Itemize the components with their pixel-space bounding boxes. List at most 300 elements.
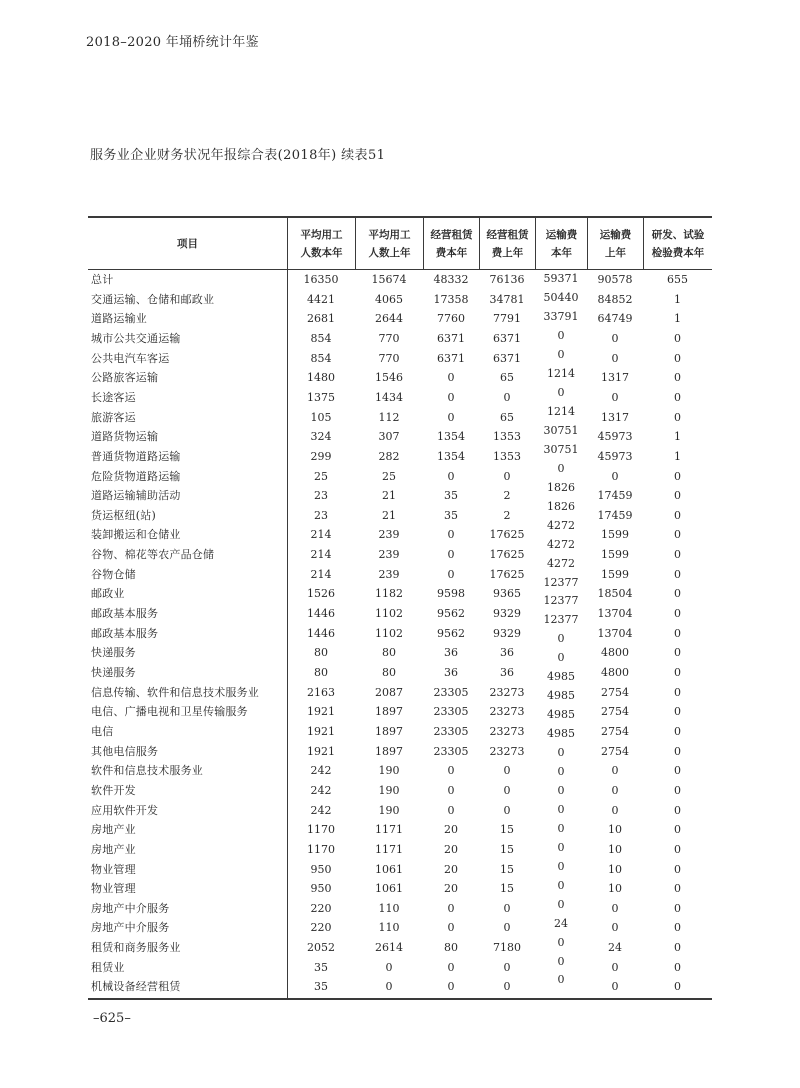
cell-avg-emp-prev: 2644 [375,312,403,326]
cell-avg-emp-prev: 1171 [375,842,403,856]
table-row [88,329,712,349]
cell-rnd-current: 0 [674,528,681,542]
cell-avg-emp-current: 1446 [307,626,335,640]
cell-transport-prev: 0 [611,331,619,345]
table-row [88,290,712,310]
cell-rnd-current: 0 [674,685,681,699]
cell-avg-emp-current: 1170 [307,823,335,837]
cell-transport-prev: 10 [608,882,622,896]
cell-op-lease-prev: 9329 [493,607,521,621]
cell-avg-emp-current: 35 [314,980,328,994]
cell-transport-prev: 17459 [597,489,633,503]
cell-transport-current: 1826 [547,480,575,494]
cell-rnd-current: 0 [674,646,681,660]
cell-avg-emp-current: 299 [310,449,332,463]
cell-avg-emp-prev: 307 [378,430,400,444]
cell-transport-prev: 1599 [601,548,629,562]
row-label: 长途客运 [91,390,136,404]
column-header-line: 费本年 [435,246,468,259]
cell-transport-current: 0 [557,878,565,892]
cell-avg-emp-prev: 1061 [375,862,403,876]
cell-transport-current: 0 [557,821,565,835]
cell-op-lease-prev: 36 [500,666,514,679]
cell-rnd-current: 0 [674,410,681,424]
table-row [88,447,712,467]
row-label: 总计 [91,273,114,286]
table-row [88,663,712,683]
cell-avg-emp-prev: 0 [385,960,393,974]
cell-op-lease-prev: 76136 [489,273,525,286]
cell-avg-emp-prev: 190 [378,803,400,817]
cell-op-lease-current: 7760 [437,312,465,326]
cell-op-lease-prev: 17625 [489,528,525,542]
cell-rnd-current: 0 [674,960,681,974]
table-row [88,545,712,565]
row-label: 装卸搬运和仓储业 [91,528,181,542]
column-header-line: 运输费 [599,228,632,241]
cell-op-lease-prev: 23273 [489,685,525,699]
cell-avg-emp-current: 1921 [307,744,335,758]
table-row [88,702,712,722]
cell-avg-emp-current: 23 [314,508,328,522]
column-header-line: 平均用工 [368,228,411,241]
cell-transport-current: 0 [557,859,565,873]
table-row [88,427,712,447]
cell-op-lease-prev: 15 [500,862,514,876]
cell-op-lease-current: 6371 [437,331,465,345]
column-header-avg-emp-prev [355,218,423,269]
row-label: 房地产中介服务 [91,921,170,935]
cell-rnd-current: 0 [674,351,681,365]
cell-rnd-current: 0 [674,567,681,581]
cell-avg-emp-current: 25 [314,469,328,483]
cell-avg-emp-prev: 4065 [375,292,403,306]
column-header-line: 经营租赁 [486,228,529,241]
cell-op-lease-prev: 17625 [489,548,525,562]
table-row [88,388,712,408]
cell-avg-emp-current: 2163 [307,685,335,699]
cell-transport-prev: 4800 [601,646,629,660]
cell-transport-prev: 64749 [597,312,633,326]
cell-op-lease-current: 80 [444,941,458,955]
cell-op-lease-current: 9562 [437,607,465,621]
cell-transport-prev: 0 [611,764,619,778]
cell-op-lease-current: 23305 [433,705,469,719]
cell-op-lease-prev: 0 [503,764,511,778]
cell-op-lease-prev: 1353 [493,430,521,444]
cell-op-lease-current: 9562 [437,626,465,640]
cell-avg-emp-current: 2052 [307,941,335,955]
cell-rnd-current: 0 [674,390,681,404]
cell-transport-prev: 0 [611,351,619,365]
cell-transport-prev: 1599 [601,528,629,542]
cell-avg-emp-prev: 110 [378,921,400,935]
cell-avg-emp-prev: 21 [382,489,396,503]
cell-rnd-current: 1 [674,292,681,306]
cell-transport-prev: 1317 [601,371,629,385]
cell-transport-prev: 1599 [601,567,629,581]
cell-avg-emp-prev: 282 [378,449,400,463]
cell-rnd-current: 0 [674,783,681,797]
cell-rnd-current: 0 [674,921,681,935]
cell-op-lease-prev: 0 [503,783,511,797]
cell-op-lease-prev: 0 [503,921,511,935]
cell-rnd-current: 0 [674,705,681,719]
cell-transport-prev: 0 [611,390,619,404]
cell-transport-prev: 0 [611,803,619,817]
cell-op-lease-current: 0 [447,410,455,424]
cell-op-lease-prev: 65 [500,410,514,424]
row-label: 信息传输、软件和信息技术服务业 [91,685,259,699]
cell-op-lease-prev: 2 [503,508,511,522]
cell-transport-current: 0 [557,746,565,760]
cell-transport-prev: 18504 [597,587,633,601]
data-table [88,216,712,1000]
cell-op-lease-current: 0 [447,901,455,915]
cell-avg-emp-prev: 190 [378,783,400,797]
row-label: 电信 [91,724,114,738]
column-header-line: 研发、试验 [651,228,705,241]
cell-avg-emp-current: 950 [310,862,332,876]
table-row [88,840,712,860]
cell-transport-current: 1214 [547,404,575,418]
cell-op-lease-prev: 15 [500,823,514,837]
cell-rnd-current: 0 [674,371,681,385]
cell-transport-current: 0 [557,329,565,343]
cell-avg-emp-prev: 239 [378,528,400,542]
cell-avg-emp-prev: 1182 [375,587,403,601]
cell-transport-current: 30751 [543,442,579,456]
cell-op-lease-prev: 23273 [489,744,525,758]
cell-avg-emp-prev: 0 [385,980,393,994]
cell-rnd-current: 0 [674,901,681,915]
cell-op-lease-current: 23305 [433,724,469,738]
cell-avg-emp-prev: 1546 [375,371,403,385]
cell-op-lease-prev: 9365 [493,587,521,601]
table-row [88,977,712,997]
cell-avg-emp-prev: 770 [378,331,400,345]
cell-transport-prev: 17459 [597,508,633,522]
cell-avg-emp-current: 1921 [307,705,335,719]
cell-op-lease-prev: 15 [500,882,514,896]
row-label: 快递服务 [91,646,136,660]
cell-op-lease-current: 20 [444,882,458,896]
cell-rnd-current: 0 [674,548,681,562]
cell-transport-prev: 45973 [597,430,633,444]
cell-op-lease-prev: 23273 [489,724,525,738]
table-row [88,525,712,545]
cell-op-lease-current: 0 [447,528,455,542]
table-row [88,309,712,329]
table-title: 服务业企业财务状况年报综合表(2018年) 续表51 [90,148,386,163]
cell-avg-emp-prev: 1102 [375,626,403,640]
cell-op-lease-prev: 7180 [493,941,521,955]
table-row [88,486,712,506]
row-label: 房地产业 [91,823,136,837]
cell-avg-emp-current: 214 [310,528,332,542]
cell-transport-prev: 0 [611,921,619,935]
cell-rnd-current: 0 [674,607,681,621]
cell-rnd-current: 0 [674,724,681,738]
row-label: 房地产业 [91,842,136,856]
table-row [88,781,712,801]
column-header-line: 本年 [551,246,572,259]
column-header-transport-current [535,218,587,269]
row-label: 普通货物道路运输 [91,449,181,463]
cell-op-lease-current: 35 [444,489,458,503]
cell-avg-emp-current: 4421 [307,292,335,306]
cell-op-lease-current: 0 [447,960,455,974]
cell-avg-emp-current: 105 [310,410,332,424]
cell-transport-prev: 0 [611,980,619,994]
cell-op-lease-prev: 6371 [493,331,521,345]
cell-op-lease-current: 20 [444,862,458,876]
cell-op-lease-current: 36 [444,646,458,660]
row-label: 交通运输、仓储和邮政业 [91,292,215,306]
row-label: 谷物、棉花等农产品仓储 [91,548,215,562]
page-number: –625– [93,1011,131,1026]
table-row [88,467,712,487]
table-row [88,584,712,604]
column-header-op-lease-prev [479,218,535,269]
cell-avg-emp-current: 1526 [307,587,335,601]
cell-op-lease-prev: 6371 [493,351,521,365]
cell-transport-current: 0 [557,840,565,854]
column-header-rnd-current [643,218,712,269]
cell-op-lease-prev: 23273 [489,705,525,719]
table-row [88,683,712,703]
cell-avg-emp-current: 1375 [307,390,335,404]
cell-op-lease-prev: 0 [503,901,511,915]
table-row [88,643,712,663]
cell-transport-prev: 2754 [601,705,629,719]
column-header-line: 人数上年 [368,246,411,259]
cell-rnd-current: 1 [674,430,681,444]
row-label: 城市公共交通运输 [91,331,181,345]
cell-avg-emp-prev: 1897 [375,705,403,719]
cell-op-lease-current: 17358 [433,292,469,306]
row-label: 物业管理 [91,862,136,876]
row-label: 机械设备经营租赁 [91,980,181,994]
cell-avg-emp-prev: 770 [378,351,400,365]
column-header-line: 上年 [605,246,626,259]
row-label: 租赁和商务服务业 [91,941,181,955]
cell-op-lease-prev: 0 [503,803,511,817]
cell-transport-prev: 0 [611,901,619,915]
cell-transport-current: 0 [557,935,565,949]
cell-avg-emp-current: 242 [310,764,332,778]
cell-avg-emp-prev: 1897 [375,744,403,758]
cell-avg-emp-current: 220 [310,921,332,935]
cell-op-lease-current: 0 [447,548,455,562]
cell-transport-current: 12377 [543,575,579,589]
table-row [88,270,712,290]
cell-op-lease-current: 35 [444,508,458,522]
cell-rnd-current: 0 [674,980,681,994]
cell-transport-prev: 0 [611,960,619,974]
cell-avg-emp-current: 950 [310,882,332,896]
cell-op-lease-current: 0 [447,980,455,994]
cell-transport-prev: 45973 [597,449,633,463]
cell-avg-emp-current: 1170 [307,842,335,856]
cell-rnd-current: 0 [674,842,681,856]
row-label: 电信、广播电视和卫星传输服务 [91,705,248,719]
cell-avg-emp-prev: 1102 [375,607,403,621]
cell-op-lease-prev: 0 [503,469,511,483]
cell-transport-current: 0 [557,765,565,778]
row-label: 租赁业 [91,960,125,974]
cell-transport-prev: 1317 [601,410,629,424]
column-header-line: 平均用工 [300,228,343,241]
cell-avg-emp-current: 220 [310,901,332,915]
cell-avg-emp-prev: 80 [382,666,396,679]
column-header-line: 检验费本年 [651,246,705,259]
cell-transport-prev: 13704 [597,607,633,621]
cell-rnd-current: 0 [674,941,681,955]
cell-transport-current: 4985 [547,727,575,741]
column-header-item [88,218,287,269]
cell-transport-current: 33791 [543,310,579,324]
cell-avg-emp-prev: 1171 [375,823,403,837]
table-row [88,918,712,938]
cell-avg-emp-current: 1480 [307,371,335,385]
cell-op-lease-current: 1354 [437,449,465,463]
cell-rnd-current: 0 [674,823,681,837]
cell-avg-emp-prev: 110 [378,901,400,915]
cell-avg-emp-current: 16350 [303,273,339,286]
row-label: 其他电信服务 [91,744,159,758]
cell-avg-emp-current: 80 [314,666,328,679]
cell-avg-emp-current: 214 [310,548,332,562]
cell-rnd-current: 0 [674,469,681,483]
cell-transport-prev: 90578 [597,273,633,286]
table-row [88,349,712,369]
cell-transport-current: 0 [557,802,565,816]
cell-op-lease-prev: 36 [500,646,514,660]
row-label: 旅游客运 [91,410,136,424]
table-row [88,506,712,526]
cell-op-lease-current: 36 [444,666,458,679]
cell-transport-prev: 4800 [601,666,629,679]
cell-transport-prev: 2754 [601,744,629,758]
row-label: 公路旅客运输 [91,371,159,385]
cell-transport-prev: 10 [608,823,622,837]
cell-op-lease-current: 23305 [433,685,469,699]
cell-op-lease-current: 9598 [437,587,465,601]
cell-op-lease-current: 20 [444,842,458,856]
cell-avg-emp-current: 854 [310,351,332,365]
cell-transport-prev: 10 [608,842,622,856]
cell-transport-current: 0 [557,348,565,362]
column-header-line: 费上年 [491,246,524,259]
cell-rnd-current: 0 [674,626,681,640]
table-row [88,958,712,978]
table-row [88,368,712,388]
table-row [88,879,712,899]
cell-transport-current: 0 [557,783,565,797]
cell-rnd-current: 0 [674,744,681,758]
cell-op-lease-prev: 2 [503,489,511,503]
cell-rnd-current: 1 [674,449,681,463]
cell-avg-emp-prev: 2614 [375,941,403,955]
cell-avg-emp-current: 854 [310,331,332,345]
column-header-line: 项目 [177,237,198,250]
cell-op-lease-current: 1354 [437,430,465,444]
row-label: 公共电汽车客运 [91,351,170,365]
cell-transport-current: 30751 [543,423,579,437]
cell-transport-current: 0 [557,651,565,665]
row-label: 邮政基本服务 [91,607,159,621]
cell-op-lease-current: 0 [447,371,455,385]
cell-avg-emp-current: 23 [314,489,328,503]
cell-op-lease-current: 0 [447,390,455,404]
cell-transport-current: 4272 [547,556,575,570]
cell-transport-prev: 0 [611,783,619,797]
cell-transport-prev: 13704 [597,626,633,640]
row-label: 谷物仓储 [91,567,136,581]
cell-transport-current: 0 [557,386,565,399]
cell-transport-current: 4985 [547,708,575,722]
table-row [88,801,712,821]
cell-avg-emp-prev: 190 [378,764,400,778]
cell-avg-emp-prev: 80 [382,646,396,660]
table-row [88,761,712,781]
table-row [88,408,712,428]
cell-op-lease-current: 48332 [433,273,469,286]
cell-op-lease-prev: 15 [500,842,514,856]
cell-transport-current: 4985 [547,689,575,703]
column-header-line: 运输费 [545,228,578,241]
cell-avg-emp-current: 80 [314,646,328,660]
cell-rnd-current: 0 [674,764,681,778]
cell-avg-emp-prev: 239 [378,567,400,581]
table-row [88,938,712,958]
row-label: 物业管理 [91,882,136,896]
cell-avg-emp-current: 214 [310,567,332,581]
table-row [88,820,712,840]
row-label: 道路运输业 [91,312,147,326]
cell-avg-emp-prev: 1061 [375,882,403,896]
cell-rnd-current: 655 [667,273,688,286]
cell-op-lease-prev: 0 [503,960,511,974]
cell-transport-current: 1214 [547,367,575,381]
cell-transport-prev: 10 [608,862,622,876]
cell-rnd-current: 0 [674,508,681,522]
table-row [88,604,712,624]
cell-op-lease-prev: 34781 [489,292,525,306]
cell-transport-current: 0 [557,973,565,987]
table-header [88,218,712,270]
row-label: 邮政基本服务 [91,626,159,640]
cell-avg-emp-current: 2681 [307,312,335,326]
cell-avg-emp-prev: 2087 [375,685,403,699]
row-label: 应用软件开发 [91,803,159,817]
cell-op-lease-current: 0 [447,783,455,797]
cell-avg-emp-prev: 25 [382,469,396,483]
cell-transport-prev: 2754 [601,685,629,699]
cell-op-lease-prev: 17625 [489,567,525,581]
cell-op-lease-prev: 0 [503,390,511,404]
cell-transport-prev: 0 [611,469,619,483]
cell-avg-emp-current: 242 [310,803,332,817]
cell-avg-emp-current: 324 [310,430,332,444]
cell-op-lease-current: 0 [447,567,455,581]
cell-avg-emp-prev: 1434 [375,390,403,404]
column-header-line: 人数本年 [300,246,343,259]
row-label: 道路货物运输 [91,430,159,444]
cell-rnd-current: 0 [674,803,681,817]
table-row [88,860,712,880]
